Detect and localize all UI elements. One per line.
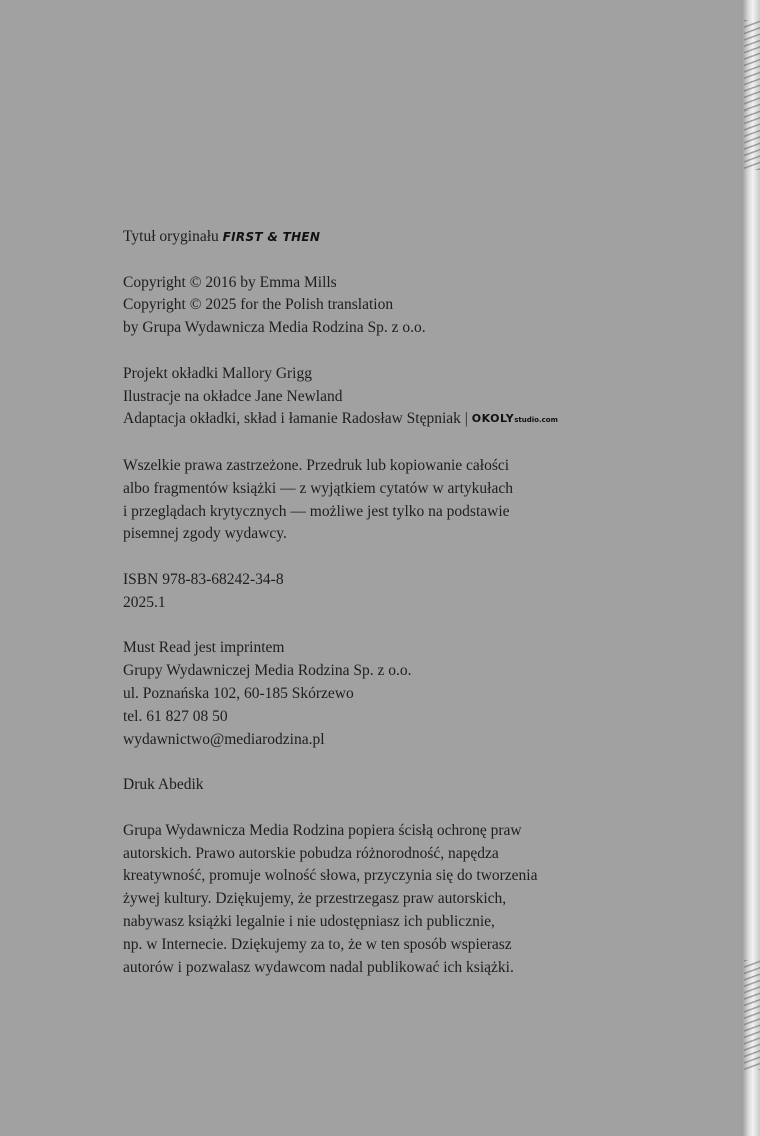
statement-line: kreatywność, promuje wolność słowa, przyczynia się do tworzenia — [123, 867, 538, 885]
publisher-email: wydawnictwo@mediarodzina.pl — [123, 730, 325, 748]
edge-illustration — [744, 110, 760, 170]
rights-line: i przeglądach krytycznych — możliwe jest tylko na podstawie — [123, 502, 510, 520]
studio-logo — [472, 412, 558, 425]
original-title-block — [123, 226, 623, 249]
printing-block — [123, 774, 623, 797]
page-edge — [742, 0, 760, 1136]
original-title-logo: FIRST & THEN — [222, 230, 321, 244]
cover-illustrations-credit: Ilustracje na okładce Jane Newland — [123, 387, 343, 405]
edge-illustration — [744, 960, 760, 1070]
copyright-block — [123, 272, 623, 340]
rights-line: albo fragmentów książki — z wyjątkiem cytatów w artykułach — [123, 479, 513, 497]
statement-line: autorskich. Prawo autorskie pobudza różnorodność, napędza — [123, 844, 499, 862]
rights-line: Wszelkie prawa zastrzeżone. Przedruk lub kopiowanie całości — [123, 456, 510, 474]
statement-line: żywej kultury. Dziękujemy, że przestrzegasz praw autorskich, — [123, 890, 507, 908]
publisher-block — [123, 637, 623, 751]
statement-block — [123, 820, 623, 980]
edge-illustration — [744, 20, 760, 110]
studio-logo-sub: studio.com — [514, 416, 558, 425]
edition-number: 2025.1 — [123, 593, 166, 611]
original-title-label: Tytuł oryginału — [123, 228, 219, 245]
credits-block — [123, 363, 623, 432]
isbn-number: ISBN 978-83-68242-34-8 — [123, 570, 284, 588]
cover-design-credit: Projekt okładki Mallory Grigg — [123, 364, 312, 382]
statement-line: np. w Internecie. Dziękujemy za to, że w ten sposób wspierasz — [123, 935, 512, 953]
adaptation-credit: Adaptacja okładki, skład i łamanie Radosław Stępniak | — [123, 410, 472, 428]
rights-line: pisemnej zgody wydawcy. — [123, 525, 287, 543]
isbn-block — [123, 569, 623, 615]
copyright-line: Copyright © 2025 for the Polish translation — [123, 296, 394, 314]
statement-line: autorów i pozwalasz wydawcom nadal publikować ich książki. — [123, 958, 514, 976]
studio-logo-main: OKOLY — [471, 412, 515, 426]
publisher-address: ul. Poznańska 102, 60-185 Skórzewo — [123, 684, 354, 702]
copyright-line: by Grupa Wydawnicza Media Rodzina Sp. z o.o. — [123, 319, 426, 337]
rights-block — [123, 455, 623, 546]
publisher-line: Grupy Wydawniczej Media Rodzina Sp. z o.o. — [123, 662, 412, 680]
copyright-line: Copyright © 2016 by Emma Mills — [123, 273, 337, 291]
publisher-line: Must Read jest imprintem — [123, 639, 285, 657]
publisher-phone: tel. 61 827 08 50 — [123, 707, 228, 725]
statement-line: Grupa Wydawnicza Media Rodzina popiera ścisłą ochronę praw — [123, 821, 522, 839]
imprint-page — [123, 226, 623, 1002]
printer-credit: Druk Abedik — [123, 776, 204, 794]
statement-line: nabywasz książki legalnie i nie udostępniasz ich publicznie, — [123, 912, 495, 930]
